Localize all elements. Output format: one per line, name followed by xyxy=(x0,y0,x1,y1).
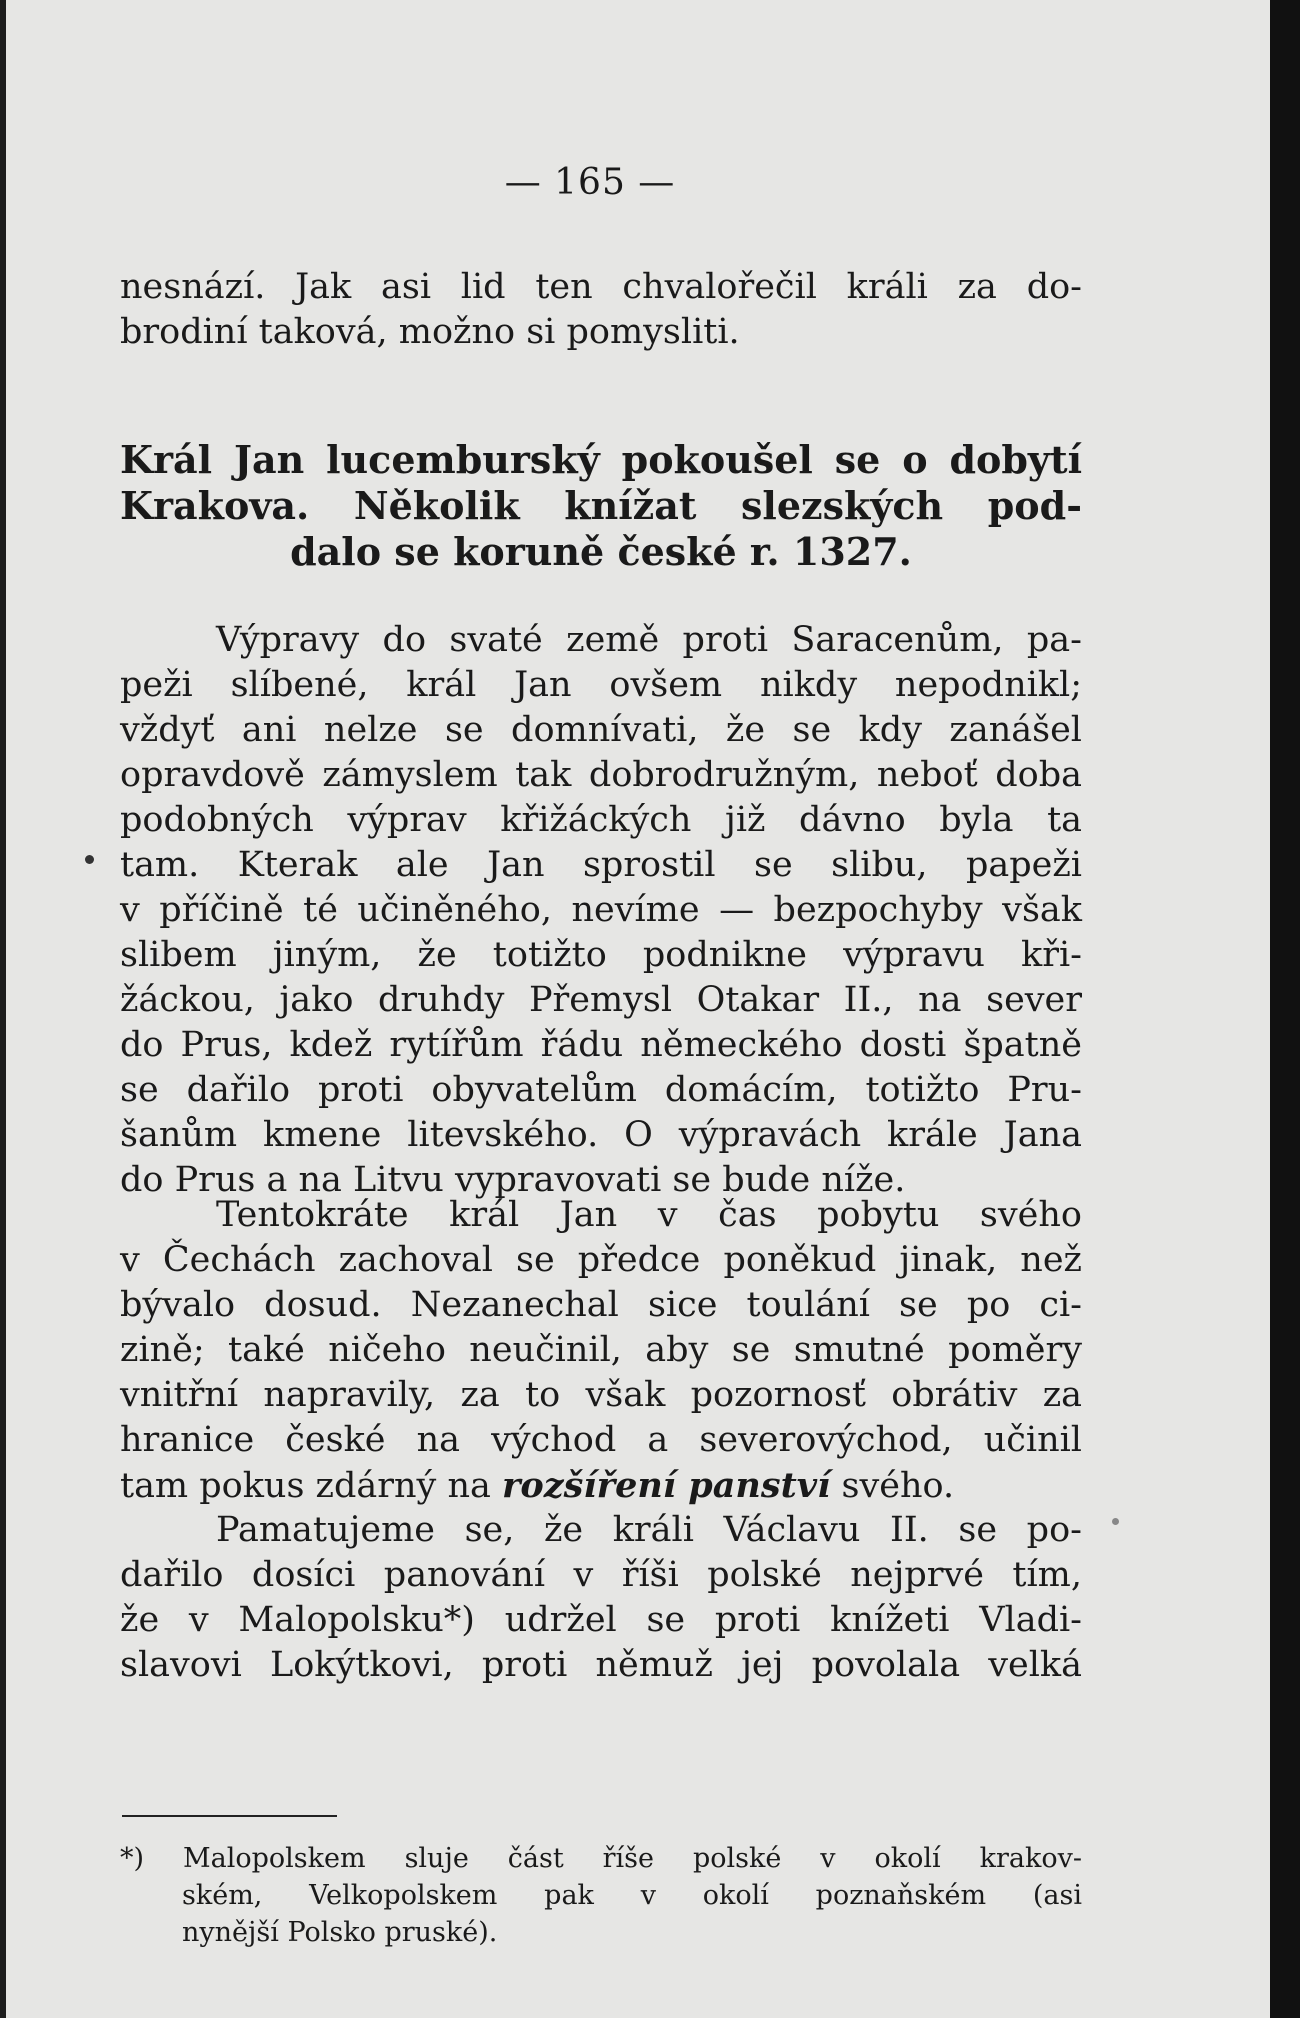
text-line: podobných výprav křižáckých již dávno byla ta xyxy=(120,800,1082,840)
scan-left-edge xyxy=(0,0,6,2018)
text-line: Tentokráte král Jan v čas pobytu svého xyxy=(216,1195,1082,1235)
text-line: v Čechách zachoval se předce poněkud jinak, než xyxy=(120,1240,1082,1280)
paragraph-3 xyxy=(120,1508,1082,1688)
heading-line: dalo se koruně české r. 1327. xyxy=(290,529,912,574)
text-line: se dařilo proti obyvatelům domácím, totižto Pru- xyxy=(120,1070,1082,1110)
text-line: vždyť ani nelze se domnívati, že se kdy zanášel xyxy=(120,710,1082,750)
paragraph-1 xyxy=(120,618,1082,1203)
footnote-line: ském, Velkopolskem pak v okolí poznaňském (asi xyxy=(182,1880,1082,1911)
text-line: do Prus, kdež rytířům řádu německého dosti špatně xyxy=(120,1025,1082,1065)
heading-line: Král Jan lucemburský pokoušel se o dobytí xyxy=(120,437,1082,482)
text-line: Pamatujeme se, že králi Václavu II. se po- xyxy=(216,1510,1082,1550)
text-run: svého. xyxy=(830,1466,955,1506)
text-line: do Prus a na Litvu vypravovati se bude níže. xyxy=(120,1160,906,1200)
paragraph-2 xyxy=(120,1193,1082,1508)
text-line: že v Malopolsku*) udržel se proti knížeti Vladi- xyxy=(120,1600,1082,1640)
text-line xyxy=(120,1463,1082,1508)
footnote xyxy=(120,1840,1082,1951)
text-line: dařilo dosíci panování v říši polské nejprvé tím, xyxy=(120,1555,1082,1595)
footnote-line: nynější Polsko pruské). xyxy=(182,1917,498,1948)
section-heading xyxy=(120,437,1082,575)
text-line: vnitřní napravily, za to však pozornosť obrátiv za xyxy=(120,1375,1082,1415)
text-line: opravdově zámyslem tak dobrodružným, neboť doba xyxy=(120,755,1082,795)
text-line: hranice české na východ a severovýchod, učinil xyxy=(120,1420,1082,1460)
scan-speck xyxy=(85,855,94,864)
text-line: žáckou, jako druhdy Přemysl Otakar II., na sever xyxy=(120,980,1082,1020)
text-line: peži slíbené, král Jan ovšem nikdy nepodnikl; xyxy=(120,665,1082,705)
scan-speck xyxy=(1112,1518,1119,1525)
text-line: šanům kmene litevského. O výpravách krále Jana xyxy=(120,1115,1082,1155)
text-line: slavovi Lokýtkovi, proti němuž jej povolala velká xyxy=(120,1645,1082,1685)
page-number: — 165 — xyxy=(504,162,676,203)
text-line: Výpravy do svaté země proti Saracenům, pa- xyxy=(216,620,1082,660)
text-line: brodiní taková, možno si pomysliti. xyxy=(120,312,740,352)
scan-right-edge xyxy=(1270,0,1300,2018)
text-line: bývalo dosud. Nezanechal sice toulání se po ci- xyxy=(120,1285,1082,1325)
intro-paragraph xyxy=(120,265,1082,355)
emphasized-text: rozšíření panství xyxy=(501,1465,831,1506)
footnote-line: *) Malopolskem sluje část říše polské v okolí krakov- xyxy=(120,1843,1082,1874)
text-run: tam pokus zdárný na xyxy=(120,1466,502,1506)
text-line: slibem jiným, že totižto podnikne výpravu kři- xyxy=(120,935,1082,975)
text-line: v příčině té učiněného, nevíme — bezpochyby však xyxy=(120,890,1082,930)
text-line: nesnází. Jak asi lid ten chvalořečil králi za do- xyxy=(120,267,1082,307)
text-line: tam. Kterak ale Jan sprostil se slibu, papeži xyxy=(120,845,1082,885)
text-line: zině; také ničeho neučinil, aby se smutné poměry xyxy=(120,1330,1082,1370)
heading-line: Krakova. Několik knížat slezských pod- xyxy=(120,483,1082,528)
footnote-rule xyxy=(122,1815,337,1817)
